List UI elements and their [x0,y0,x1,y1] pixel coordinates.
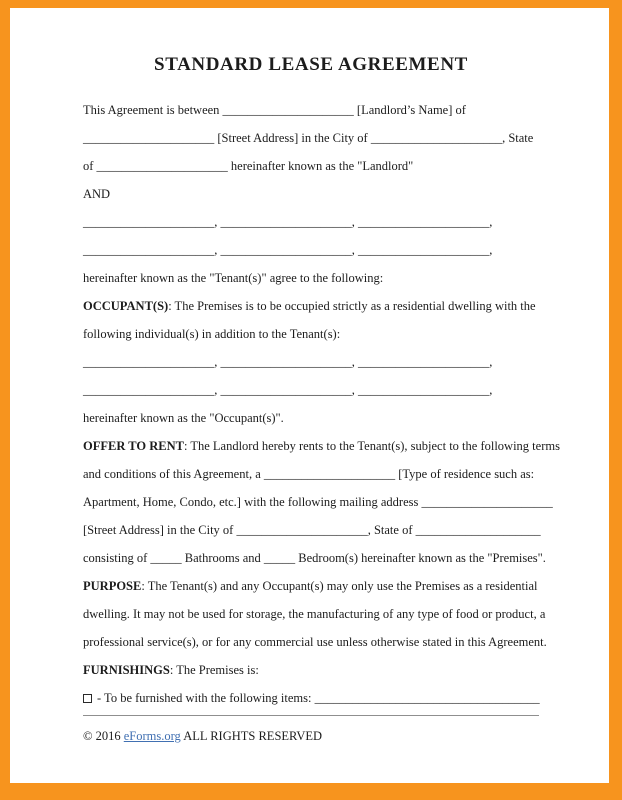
form-line [83,264,539,292]
line-text: _____________________ [Street Address] in the City of _____________________, State [83,131,534,145]
form-line [83,96,539,124]
form-line [83,348,539,376]
eforms-link[interactable]: eForms.org [123,729,181,743]
form-line [83,236,539,264]
copyright-line [83,722,539,750]
line-text: dwelling. It may not be used for storage, the manufacturing of any type of food or product, a [83,607,546,621]
furnishings-option-text: - To be furnished with the following items: ____________________________________ [97,691,540,705]
form-line [83,320,539,348]
section-label: OCCUPANT(S) [83,299,169,313]
line-text: hereinafter known as the "Tenant(s)" agree to the following: [83,271,384,285]
form-line [83,488,553,516]
form-line [83,404,539,432]
form-line [83,152,539,180]
section-label: OFFER TO RENT [83,439,184,453]
line-text: _____________________, _____________________, _____________________, [83,355,493,369]
form-line [83,292,539,320]
checkbox-icon[interactable] [83,694,92,703]
line-text: following individual(s) in addition to the Tenant(s): [83,327,341,341]
line-text: hereinafter known as the "Occupant(s)". [83,411,284,425]
form-line [83,124,539,152]
furnishings-option-line [83,684,539,712]
form-line [83,208,539,236]
form-line [83,516,539,544]
line-text: consisting of _____ Bathrooms and _____ Bedroom(s) hereinafter known as the "Premises". [83,551,546,565]
line-text: of _____________________ hereinafter known as the "Landlord" [83,159,414,173]
section-label: PURPOSE [83,579,142,593]
form-line [83,180,539,208]
line-text: : The Premises is to be occupied strictly as a residential dwelling with the [168,299,536,313]
document-body [83,96,560,712]
form-line [83,600,546,628]
form-line [83,376,539,404]
form-line [83,628,547,656]
footer-divider [83,715,539,716]
line-text: [Street Address] in the City of _____________________, State of ____________________ [83,523,541,537]
form-line [83,656,539,684]
form-line [83,572,539,600]
form-line [83,432,560,460]
copyright-suffix: ALL RIGHTS RESERVED [180,729,323,743]
line-text: AND [83,187,111,201]
line-text: _____________________, _____________________, _____________________, [83,215,493,229]
line-text: : The Tenant(s) and any Occupant(s) may only use the Premises as a residential [141,579,538,593]
copyright-prefix: © 2016 [83,729,124,743]
line-text: _____________________, _____________________, _____________________, [83,383,493,397]
line-text: _____________________, _____________________, _____________________, [83,243,493,257]
form-line [83,544,546,572]
section-label: FURNISHINGS [83,663,170,677]
form-line [83,460,539,488]
document-title: STANDARD LEASE AGREEMENT [154,54,468,75]
line-text: This Agreement is between _____________________ [Landlord’s Name] of [83,103,466,117]
document-page [10,8,609,783]
line-text: Apartment, Home, Condo, etc.] with the following mailing address _____________________ [83,495,553,509]
line-text: : The Landlord hereby rents to the Tenant(s), subject to the following terms [183,439,560,453]
line-text: and conditions of this Agreement, a _____________________ [Type of residence such as: [83,467,535,481]
line-text: : The Premises is: [169,663,259,677]
line-text: professional service(s), or for any commercial use unless otherwise stated in this Agreement. [83,635,547,649]
